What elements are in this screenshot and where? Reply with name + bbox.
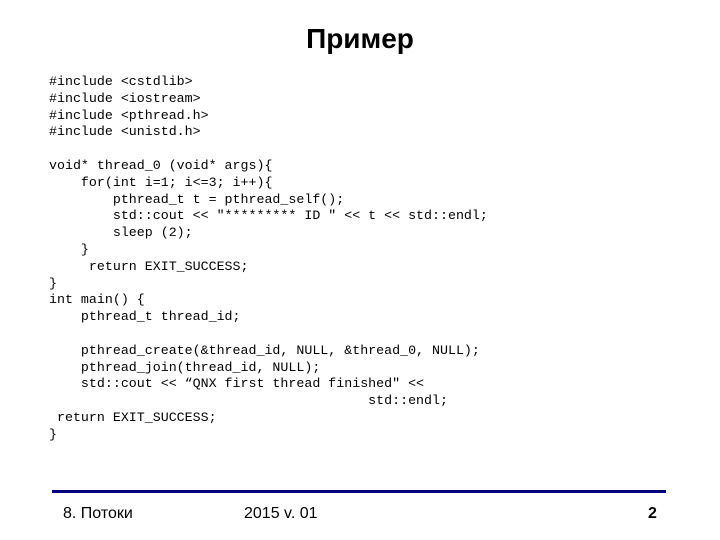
slide-title: Пример <box>306 23 414 54</box>
code-line: pthread_t t = pthread_self(); <box>49 191 345 207</box>
code-line: std::cout << "********* ID " << t << std::endl; <box>49 208 488 224</box>
code-line: for(int i=1; i<=3; i++){ <box>49 174 273 190</box>
code-line: pthread_t thread_id; <box>49 309 241 325</box>
code-line: return EXIT_SUCCESS; <box>49 258 249 274</box>
code-line: #include <cstdlib> <box>49 74 193 89</box>
code-line <box>49 326 488 343</box>
code-line: #include <iostream> <box>49 90 201 106</box>
code-line <box>49 141 488 158</box>
footer-version-label: 2015 v. 01 <box>244 505 318 522</box>
code-block <box>49 74 488 444</box>
code-line: void* thread_0 (void* args){ <box>49 157 273 173</box>
code-line: std::endl; <box>49 393 448 409</box>
code-line: } <box>49 426 57 442</box>
code-line: #include <pthread.h> <box>49 107 209 123</box>
code-line: pthread_join(thread_id, NULL); <box>49 359 321 375</box>
code-line: } <box>49 241 89 257</box>
code-line: sleep (2); <box>49 225 193 241</box>
code-line: pthread_create(&thread_id, NULL, &thread_0, NULL); <box>49 342 480 358</box>
code-line: std::cout << “QNX first thread finished" << <box>49 376 425 392</box>
code-line: } <box>49 275 57 291</box>
code-line: return EXIT_SUCCESS; <box>49 409 217 425</box>
page-number: 2 <box>648 505 657 522</box>
footer-section-label: 8. Потоки <box>63 505 133 522</box>
footer-divider <box>52 490 666 493</box>
code-line: #include <unistd.h> <box>49 124 201 140</box>
code-line: int main() { <box>49 292 145 308</box>
